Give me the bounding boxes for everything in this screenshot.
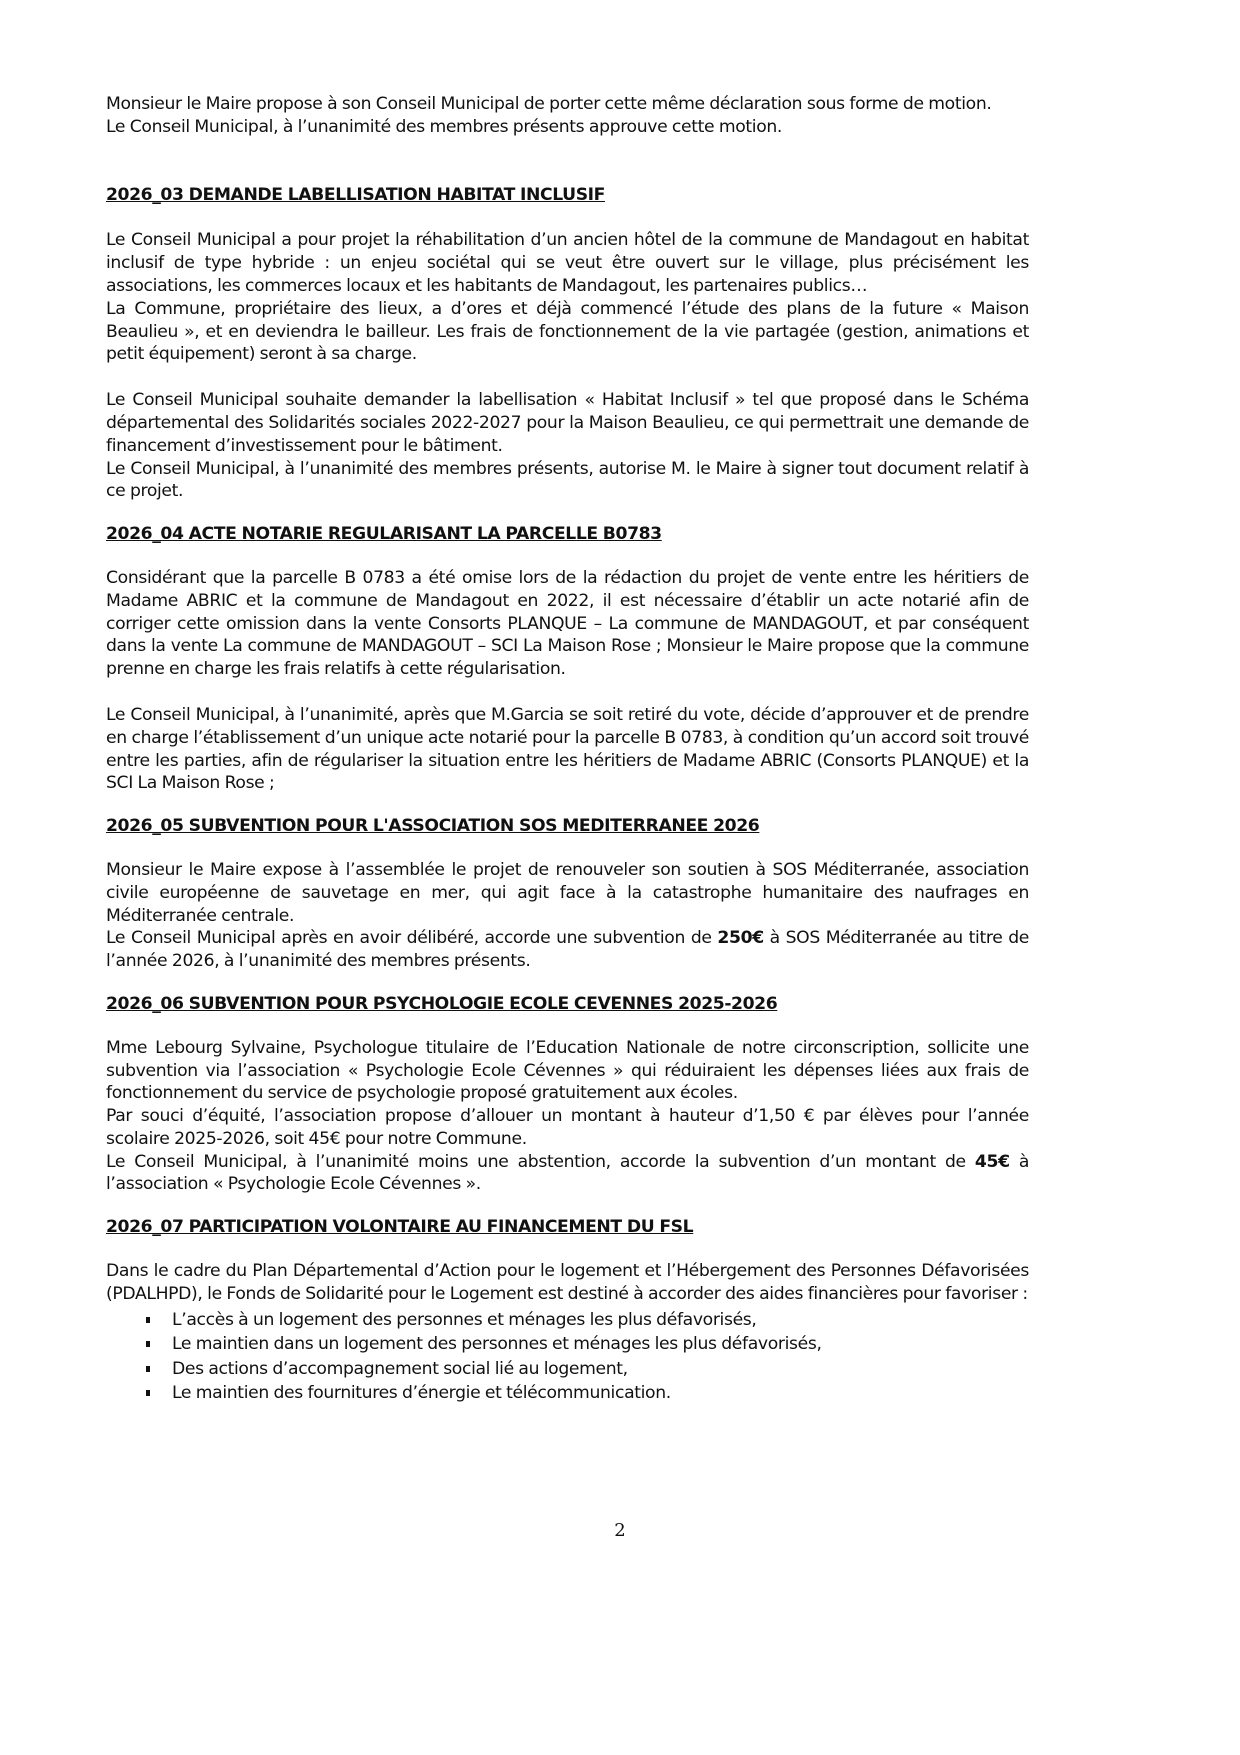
section-paragraph: Considérant que la parcelle B 0783 a été omise lors de la rédaction du projet de vente entre les héritiers de Madame ABRIC et la commune de Mandagout en 2022, il est nécessaire d’établir un acte notarié afin de corriger cette omission dans la vente Consorts PLANQUE – La commune de MANDAGOUT, et par conséquent dans la vente La commune de MANDAGOUT – SCI La Maison Rose ; Monsieur le Maire propose que la commune prenne en charge les frais relatifs à cette régularisation. <box>106 567 1029 680</box>
section-2026-07 <box>106 1216 1029 1406</box>
intro-paragraph: Monsieur le Maire propose à son Conseil Municipal de porter cette même déclaration sous forme de motion. <box>106 94 992 114</box>
square-bullet-icon <box>146 1390 150 1396</box>
section-2026-04 <box>106 523 1029 795</box>
subsidy-amount: 45€ <box>974 1151 1010 1172</box>
section-heading: 2026_06 SUBVENTION POUR PSYCHOLOGIE ECOLE CEVENNES 2025-2026 <box>106 993 778 1014</box>
list-item: Le maintien des fournitures d’énergie et télécommunication. <box>146 1381 1029 1406</box>
section-heading: 2026_03 DEMANDE LABELLISATION HABITAT INCLUSIF <box>106 184 606 205</box>
section-paragraph: Monsieur le Maire expose à l’assemblée le projet de renouveler son soutien à SOS Méditerranée, association civile européenne de sauvetage en mer, qui agit face à la catastrophe humanitaire des naufrages en Méditerranée centrale. <box>106 859 1029 926</box>
section-2026-03 <box>106 184 1029 504</box>
section-heading: 2026_05 SUBVENTION POUR L'ASSOCIATION SOS MEDITERRANEE 2026 <box>106 816 760 837</box>
section-paragraph: Dans le cadre du Plan Départemental d’Action pour le logement et l’Hébergement des Personnes Défavorisées (PDALHPD), le Fonds de Solidarité pour le Logement est destiné à accorder des aides financières pour favoriser : <box>106 1261 1029 1304</box>
square-bullet-icon <box>146 1317 150 1323</box>
section-decision: Le Conseil Municipal après en avoir délibéré, accorde une subvention de 250€ à SOS Méditerranée au titre de l’année 2026, à l’unanimité des membres présents. <box>106 928 1029 972</box>
section-decision: Le Conseil Municipal, à l’unanimité moins une abstention, accorde la subvention d’un montant de 45€ à l’association « Psychologie Ecole Cévennes ». <box>106 1151 1029 1195</box>
document-page <box>106 93 1029 1406</box>
section-decision: Le Conseil Municipal, à l’unanimité des membres présents, autorise M. le Maire à signer tout document relatif à ce projet. <box>106 458 1029 502</box>
section-paragraph: Le Conseil Municipal souhaite demander la labellisation « Habitat Inclusif » tel que proposé dans le Schéma départemental des Solidarités sociales 2022-2027 pour la Maison Beaulieu, ce qui permettrait une demande de financement d’investissement pour le bâtiment. <box>106 390 1029 456</box>
section-decision: Le Conseil Municipal, à l’unanimité, après que M.Garcia se soit retiré du vote, décide d’approuver et de prendre en charge l’établissement d’un unique acte notarié pour la parcelle B 0783, à condition qu’un accord soit trouvé entre les parties, afin de régulariser la situation entre les héritiers de Madame ABRIC (Consorts PLANQUE) et la SCI La Maison Rose ; <box>106 704 1029 794</box>
section-paragraph: La Commune, propriétaire des lieux, a d’ores et déjà commencé l’étude des plans de la future « Maison Beaulieu », et en deviendra le bailleur. Les frais de fonctionnement de la vie partagée (gestion, animations et petit équipement) seront à sa charge. <box>106 298 1029 365</box>
section-2026-05 <box>106 815 1029 973</box>
list-item: Le maintien dans un logement des personnes et ménages les plus défavorisés, <box>146 1332 1029 1357</box>
section-heading: 2026_04 ACTE NOTARIE REGULARISANT LA PARCELLE B0783 <box>106 524 662 545</box>
bullet-list <box>106 1308 1029 1406</box>
section-2026-06 <box>106 993 1029 1196</box>
square-bullet-icon <box>146 1366 150 1372</box>
section-paragraph: Mme Lebourg Sylvaine, Psychologue titulaire de l’Education Nationale de notre circonscription, sollicite une subvention via l’association « Psychologie Ecole Cévennes » qui réduiraient les dépenses liées aux frais de fonctionnement du service de psychologie proposé gratuitement aux écoles. <box>106 1037 1029 1104</box>
list-item: Des actions d’accompagnement social lié au logement, <box>146 1357 1029 1382</box>
section-paragraph: Par souci d’équité, l’association propose d’allouer un montant à hauteur d’1,50 € par élèves pour l’année scolaire 2025-2026, soit 45€ pour notre Commune. <box>106 1106 1029 1149</box>
intro-motion-approval: Le Conseil Municipal, à l’unanimité des membres présents approuve cette motion. <box>106 116 783 137</box>
list-item: L’accès à un logement des personnes et ménages les plus défavorisés, <box>146 1308 1029 1333</box>
square-bullet-icon <box>146 1341 150 1347</box>
section-heading: 2026_07 PARTICIPATION VOLONTAIRE AU FINANCEMENT DU FSL <box>106 1217 694 1238</box>
section-paragraph: Le Conseil Municipal a pour projet la réhabilitation d’un ancien hôtel de la commune de Mandagout en habitat inclusif de type hybride : un enjeu sociétal qui se veut être ouvert sur le village, plus précisément les associations, les commerces locaux et les habitants de Mandagout, les partenaires publics… <box>106 230 1029 296</box>
page-number: 2 <box>614 1520 626 1541</box>
subsidy-amount: 250€ <box>717 928 764 949</box>
